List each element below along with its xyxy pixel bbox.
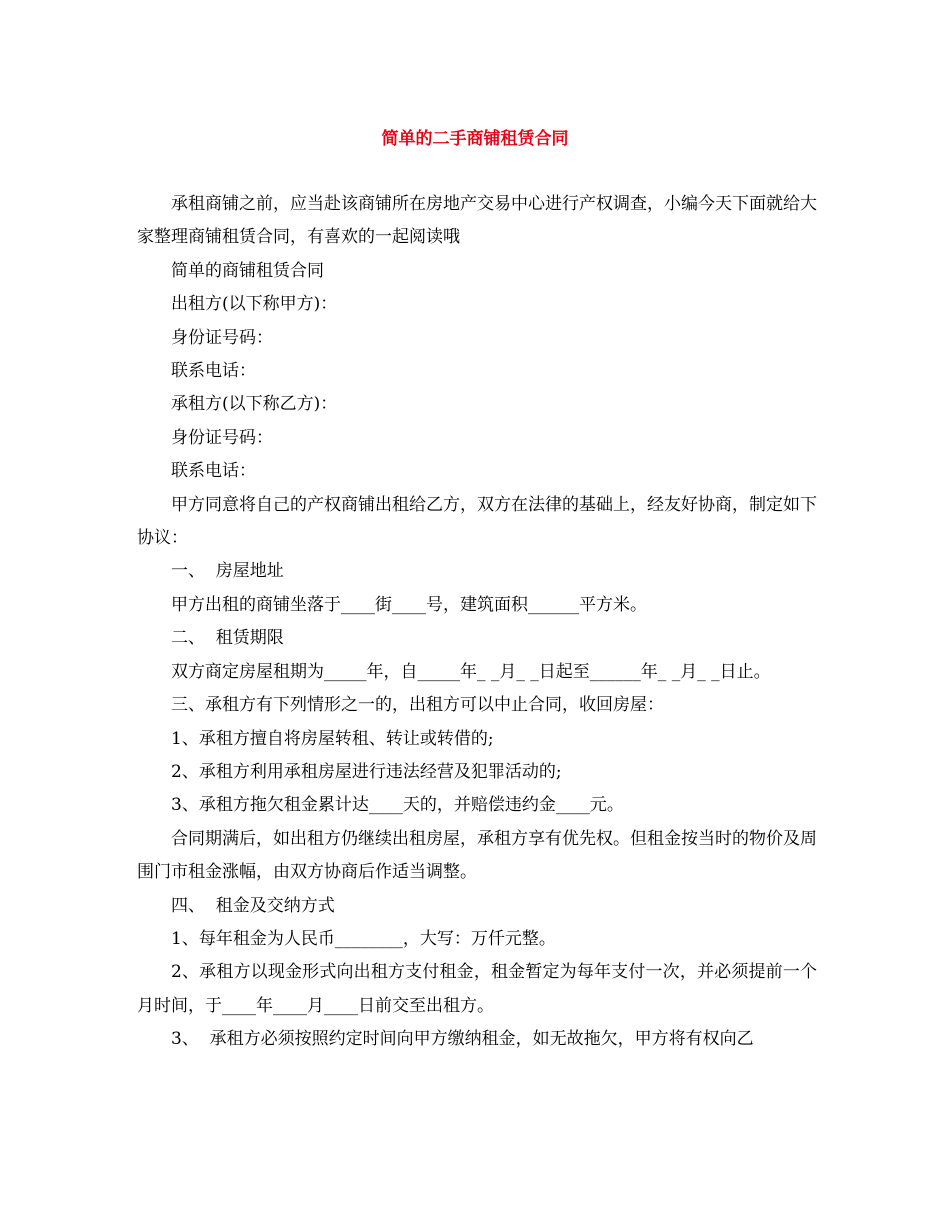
- section-heading-address: 一、 房屋地址: [171, 561, 284, 582]
- clause-termination-3: 3、承租方拖欠租金累计达____天的，并赔偿违约金____元。: [171, 795, 624, 816]
- clause-rent-1: 1、每年租金为人民币________，大写：万仟元整。: [171, 928, 556, 949]
- paragraph-lessee-phone: 联系电话：: [171, 461, 256, 482]
- paragraph-agreement: 甲方同意将自己的产权商铺出租给乙方，双方在法律的基础上，经友好协商，制定如下协议：: [137, 494, 817, 549]
- paragraph-renewal: 合同期满后，如出租方仍继续出租房屋，承租方享有优先权。但租金按当时的物价及周围门市租金涨幅，由双方协商后作适当调整。: [137, 828, 817, 883]
- clause-termination-2: 2、承租方利用承租房屋进行违法经营及犯罪活动的;: [171, 761, 562, 782]
- section-heading-termination: 三、承租方有下列情形之一的，出租方可以中止合同，收回房屋：: [171, 695, 664, 716]
- paragraph-lessee-id: 身份证号码：: [171, 427, 273, 448]
- section-heading-rent: 四、 租金及交纳方式: [171, 895, 335, 916]
- clause-termination-1: 1、承租方擅自将房屋转租、转让或转借的;: [171, 728, 494, 749]
- clause-rent-2: 2、承租方以现金形式向出租方支付租金，租金暂定为每年支付一次，并必须提前一个月时间，于____年____月____日前交至出租方。: [137, 962, 817, 1016]
- paragraph-term: 双方商定房屋租期为_____年，自_____年_ _月_ _日起至______年_ _月_ _日止。: [171, 661, 771, 682]
- paragraph-address: 甲方出租的商铺坐落于____街____号，建筑面积______平方米。: [171, 594, 647, 615]
- document-body: [137, 188, 817, 1057]
- document-title: 简单的二手商铺租赁合同: [381, 129, 569, 149]
- paragraph-intro: 承租商铺之前，应当赴该商铺所在房地产交易中心进行产权调查，小编今天下面就给大家整理商铺租赁合同，有喜欢的一起阅读哦: [137, 194, 817, 248]
- paragraph-lessor-phone: 联系电话：: [171, 361, 256, 382]
- paragraph-subtitle: 简单的商铺租赁合同: [171, 260, 324, 281]
- paragraph-lessor: 出租方(以下称甲方)：: [171, 294, 338, 315]
- paragraph-lessee: 承租方(以下称乙方)：: [171, 394, 338, 415]
- clause-rent-3: 3、 承租方必须按照约定时间向甲方缴纳租金，如无故拖欠，甲方将有权向乙: [171, 1029, 754, 1050]
- paragraph-lessor-id: 身份证号码：: [171, 327, 273, 348]
- section-heading-term: 二、 租赁期限: [171, 628, 284, 649]
